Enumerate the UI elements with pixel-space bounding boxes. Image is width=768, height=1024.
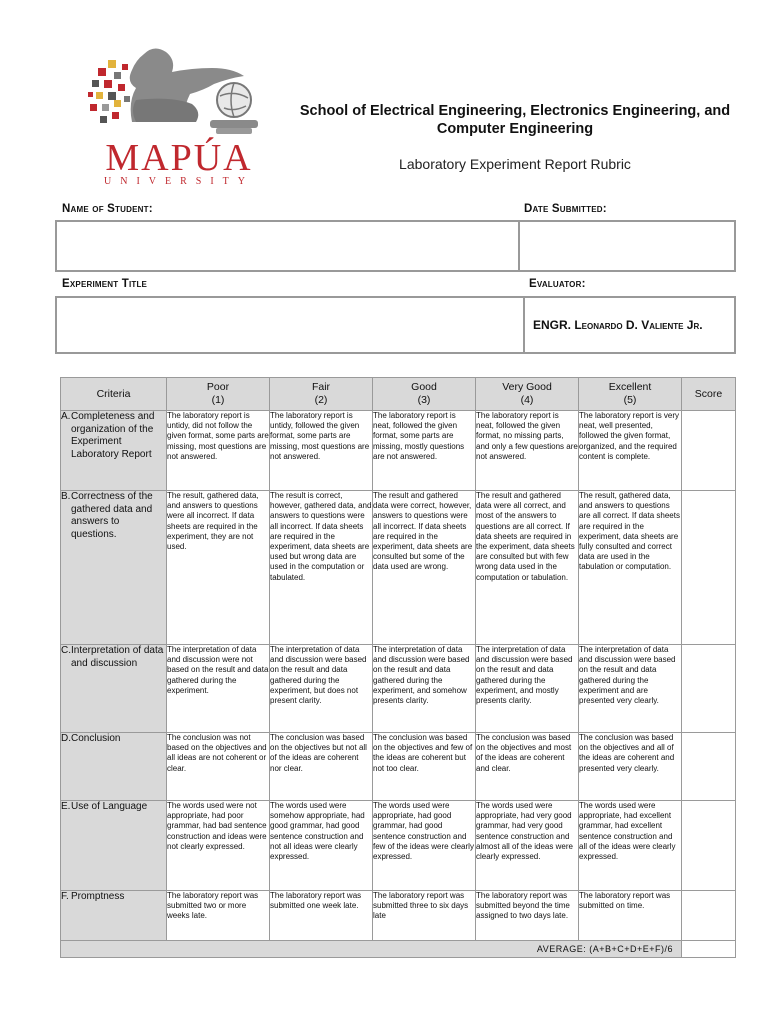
criterion-cell xyxy=(61,645,167,733)
descriptor-cell: The interpretation of data and discussion were not based on the result and data gathered during the experiment. xyxy=(167,645,270,733)
score-header: Score xyxy=(682,378,736,411)
experiment-info-box xyxy=(55,296,736,354)
score-input-cell[interactable] xyxy=(682,491,736,645)
level-header-poor xyxy=(167,378,270,411)
criterion-letter: B. xyxy=(61,491,71,502)
criterion-text: Correctness of the gathered data and answers to questions. xyxy=(71,491,153,540)
descriptor-cell: The result is correct, however, gathered data, and answers to questions were all incorrect. If data sheets are required in the experiment, data sheets are used but wrong data are used in the computation or tabulated. xyxy=(270,491,373,645)
descriptor-cell: The result and gathered data were correct, however, answers to questions were all incorrect. If data sheets are required in the experiment, data sheets are consulted but some of the data used are wrong. xyxy=(373,491,476,645)
criterion-cell xyxy=(61,733,167,801)
level-name: Poor xyxy=(206,381,230,393)
level-score: (3) xyxy=(417,394,431,406)
average-row xyxy=(61,941,736,958)
descriptor-cell: The interpretation of data and discussion were based on the result and data gathered during the experiment, and somehow presents clarity. xyxy=(373,645,476,733)
student-name-field[interactable] xyxy=(57,222,516,270)
score-input-cell[interactable] xyxy=(682,801,736,891)
evaluator-label: Evaluator: xyxy=(529,278,586,290)
descriptor-cell: The words used were appropriate, had very good grammar, had very good sentence construction and almost all of the ideas were clearly expressed. xyxy=(476,801,579,891)
level-name: Excellent xyxy=(608,381,652,393)
descriptor-cell: The laboratory report was submitted three to six days late xyxy=(373,891,476,941)
descriptor-cell: The result, gathered data, and answers to questions were all incorrect. If data sheets are required in the experiment, they are not used. xyxy=(167,491,270,645)
level-name: Good xyxy=(411,381,437,393)
criterion-letter: D. xyxy=(61,733,71,744)
criteria-header: Criteria xyxy=(61,378,167,411)
school-name: School of Electrical Engineering, Electronics Engineering, and Computer Engineering xyxy=(299,103,731,137)
descriptor-cell: The conclusion was based on the objectives and most of the ideas are coherent and clear. xyxy=(476,733,579,801)
average-score-cell[interactable] xyxy=(682,941,736,958)
criterion-letter: F. xyxy=(61,891,69,902)
descriptor-cell: The laboratory report is neat, followed the given format, some parts are missing, mostly questions are not answered. xyxy=(373,411,476,491)
rubric-row-d xyxy=(61,733,736,801)
score-input-cell[interactable] xyxy=(682,891,736,941)
level-header-excellent xyxy=(579,378,682,411)
criterion-text: Use of Language xyxy=(71,801,148,812)
descriptor-cell: The result and gathered data were all correct, and most of the answers to questions are all correct. If data sheets are required in the experiment, data sheets are consulted but with few wrong data used in the computation or tabulation. xyxy=(476,491,579,645)
descriptor-cell: The laboratory report was submitted on time. xyxy=(579,891,682,941)
rubric-row-b xyxy=(61,491,736,645)
level-header-good xyxy=(373,378,476,411)
logo-emblem-icon xyxy=(84,40,274,140)
descriptor-cell: The laboratory report was submitted one week late. xyxy=(270,891,373,941)
level-score: (1) xyxy=(211,394,225,406)
criterion-cell xyxy=(61,411,167,491)
criterion-letter: A. xyxy=(61,411,71,422)
descriptor-cell: The laboratory report is untidy, did not follow the given format, some parts are missing, most questions are not answered. xyxy=(167,411,270,491)
descriptor-cell: The laboratory report was submitted beyond the time assigned to two days late. xyxy=(476,891,579,941)
evaluator-name: ENGR. Leonardo D. Valiente Jr. xyxy=(533,318,703,332)
level-header-fair xyxy=(270,378,373,411)
level-score: (4) xyxy=(520,394,534,406)
criterion-cell xyxy=(61,801,167,891)
criterion-letter: C. xyxy=(61,645,71,656)
descriptor-cell: The result, gathered data, and answers to questions are all correct. If data sheets are required in the experiment, data sheets are fully consulted and correct data are used in the tabulation or computation. xyxy=(579,491,682,645)
descriptor-cell: The laboratory report is neat, followed the given format, no missing parts, and only a few questions are not answered. xyxy=(476,411,579,491)
descriptor-cell: The conclusion was based on the objectives and few of the ideas are coherent but not too clear. xyxy=(373,733,476,801)
descriptor-cell: The conclusion was based on the objectives and all of the ideas are coherent and presented very clearly. xyxy=(579,733,682,801)
descriptor-cell: The words used were not appropriate, had poor grammar, had bad sentence construction and ideas were not clearly expressed. xyxy=(167,801,270,891)
average-formula: AVERAGE: (A+B+C+D+E+F)/6 xyxy=(61,941,682,958)
student-info-box xyxy=(55,220,736,272)
descriptor-cell: The interpretation of data and discussion were based on the result and data gathered during the experiment, but does not present clarity. xyxy=(270,645,373,733)
rubric-row-e xyxy=(61,801,736,891)
criterion-text: Interpretation of data and discussion xyxy=(71,645,164,669)
descriptor-cell: The conclusion was not based on the objectives and all ideas are not coherent or clear. xyxy=(167,733,270,801)
date-submitted-label: Date Submitted: xyxy=(524,203,607,215)
student-name-label: Name of Student: xyxy=(62,203,153,215)
criterion-cell xyxy=(61,891,167,941)
descriptor-cell: The laboratory report is very neat, well presented, followed the given format, organized, and the required content is complete. xyxy=(579,411,682,491)
descriptor-cell: The words used were appropriate, had excellent grammar, had excellent sentence construction and all of the ideas were clearly expressed. xyxy=(579,801,682,891)
score-input-cell[interactable] xyxy=(682,411,736,491)
level-header-very-good xyxy=(476,378,579,411)
rubric-row-c xyxy=(61,645,736,733)
criterion-letter: E. xyxy=(61,801,71,812)
criterion-text: Promptness xyxy=(71,891,125,902)
level-name: Fair xyxy=(311,381,331,393)
level-name: Very Good xyxy=(502,381,552,393)
descriptor-cell: The interpretation of data and discussion were based on the result and data gathered during the experiment, and mostly presents clarity. xyxy=(476,645,579,733)
logo-wordmark: MAPÚA xyxy=(105,137,253,179)
rubric-row-f xyxy=(61,891,736,941)
criterion-text: Completeness and organization of the Experiment Laboratory Report xyxy=(71,411,155,460)
rubric-row-a xyxy=(61,411,736,491)
descriptor-cell: The laboratory report was submitted two or more weeks late. xyxy=(167,891,270,941)
criterion-text: Conclusion xyxy=(71,733,121,744)
date-submitted-field[interactable] xyxy=(520,222,734,270)
divider xyxy=(523,298,525,352)
score-input-cell[interactable] xyxy=(682,645,736,733)
university-logo xyxy=(84,40,274,187)
rubric-header-row xyxy=(61,378,736,411)
logo-subtitle: UNIVERSITY xyxy=(104,176,254,187)
level-score: (2) xyxy=(314,394,328,406)
score-input-cell[interactable] xyxy=(682,733,736,801)
page-title: Laboratory Experiment Report Rubric xyxy=(399,156,631,172)
descriptor-cell: The laboratory report is untidy, followed the given format, some parts are missing, most questions are not answered. xyxy=(270,411,373,491)
level-score: (5) xyxy=(623,394,637,406)
experiment-title-label: Experiment Title xyxy=(62,278,148,290)
descriptor-cell: The words used were somehow appropriate, had good grammar, had good sentence construction and not all ideas were clearly expressed. xyxy=(270,801,373,891)
experiment-title-field[interactable] xyxy=(57,298,521,352)
descriptor-cell: The interpretation of data and discussion were based on the result and data gathered during the experiment and are presented very clearly. xyxy=(579,645,682,733)
descriptor-cell: The conclusion was based on the objectives but not all of the ideas are coherent nor clear. xyxy=(270,733,373,801)
criterion-cell xyxy=(61,491,167,645)
rubric-table xyxy=(60,377,736,958)
descriptor-cell: The words used were appropriate, had good grammar, had good sentence construction and few of the ideas were clearly expressed. xyxy=(373,801,476,891)
